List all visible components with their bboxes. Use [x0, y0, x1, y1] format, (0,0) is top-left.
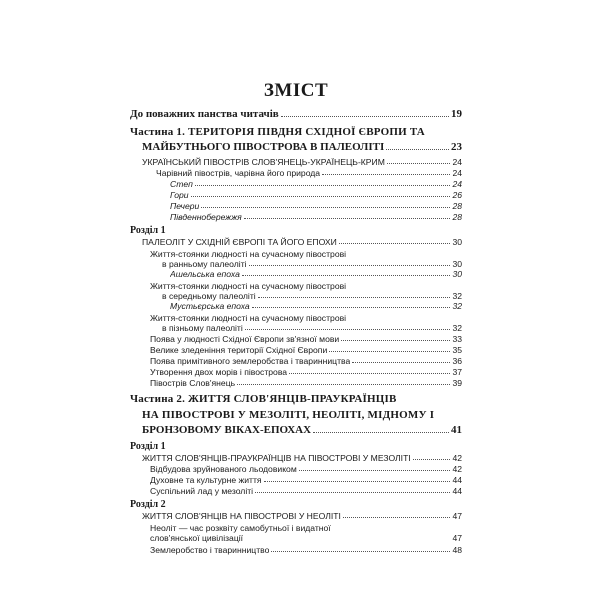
toc-entry[interactable]: Печери 28 [170, 201, 462, 211]
toc-entry[interactable]: Землеробство і тваринництво 48 [150, 545, 462, 555]
page-title: ЗМІСТ [263, 80, 329, 101]
section-heading: Розділ 2 [130, 499, 166, 510]
toc-entry[interactable]: в середньому палеоліті 32 [162, 291, 462, 301]
toc-entry[interactable]: Гори 26 [170, 190, 462, 200]
part2-title-line3[interactable]: БРОНЗОВОМУ ВІКАХ-ЕПОХАХ 41 [142, 424, 462, 436]
toc-entry[interactable]: в пізньому палеоліті 32 [162, 323, 462, 333]
toc-entry[interactable]: Чарівний півострів, чарівна його природа 24 [156, 168, 462, 178]
toc-entry[interactable]: Поява у людності Східної Європи зв'язної мови 33 [150, 334, 462, 344]
toc-entry[interactable]: Мустьєрська епоха 32 [170, 301, 462, 311]
toc-entry-line[interactable]: Неоліт — час розквіту самобутньої і видатної [150, 523, 331, 533]
toc-entry[interactable]: Утворення двох морів і півострова 37 [150, 367, 462, 377]
toc-entry[interactable]: Поява примітивного землеробства і тваринництва 36 [150, 356, 462, 366]
section-heading: Розділ 1 [130, 225, 166, 236]
toc-entry[interactable]: в ранньому палеоліті 30 [162, 259, 462, 269]
toc-entry[interactable]: Духовне та культурне життя 44 [150, 475, 462, 485]
part1-title-line1[interactable]: Частина 1. ТЕРИТОРІЯ ПІВДНЯ СХІДНОЇ ЄВРОПИ ТА [130, 126, 425, 138]
toc-entry[interactable]: Відбудова зруйнованого льодовиком 42 [150, 464, 462, 474]
toc-entry[interactable]: Півострів Слов'янець 39 [150, 378, 462, 388]
section-heading: Розділ 1 [130, 441, 166, 452]
toc-entry-intro[interactable]: До поважних панства читачів 19 [130, 108, 462, 120]
toc-entry[interactable]: слов'янської цивілізації 47 [150, 533, 462, 543]
toc-page [130, 0, 462, 600]
toc-entry[interactable]: УКРАЇНСЬКИЙ ПІВОСТРІВ СЛОВ'ЯНЕЦЬ-УКРАЇНЕЦЬ-КРИМ 24 [142, 157, 462, 167]
toc-entry[interactable]: ЖИТТЯ СЛОВ'ЯНЦІВ-ПРАУКРАЇНЦІВ НА ПІВОСТРОВІ У МЕЗОЛІТІ 42 [142, 453, 462, 463]
dot-leader [313, 432, 449, 433]
toc-entry[interactable]: ПАЛЕОЛІТ У СХІДНІЙ ЄВРОПІ ТА ЙОГО ЕПОХИ 30 [142, 237, 462, 247]
toc-entry[interactable]: Південнобережжя 28 [170, 212, 462, 222]
toc-entry-line[interactable]: Життя-стоянки людності на сучасному півострові [150, 313, 347, 323]
dot-leader [386, 149, 449, 150]
toc-entry[interactable]: Велике зледеніння території Східної Європи 35 [150, 345, 462, 355]
toc-entry-line[interactable]: Життя-стоянки людності на сучасному півострові [150, 249, 347, 259]
dot-leader [281, 116, 449, 117]
toc-entry[interactable]: Ашельська епоха 30 [170, 269, 462, 279]
toc-entry[interactable]: Степ 24 [170, 179, 462, 189]
part2-title-line2[interactable]: НА ПІВОСТРОВІ У МЕЗОЛІТІ, НЕОЛІТІ, МІДНОМУ І [142, 409, 435, 421]
toc-entry-line[interactable]: Життя-стоянки людності на сучасному півострові [150, 281, 347, 291]
toc-entry[interactable]: ЖИТТЯ СЛОВ'ЯНЦІВ НА ПІВОСТРОВІ У НЕОЛІТІ 47 [142, 511, 462, 521]
part1-title-line2[interactable]: МАЙБУТНЬОГО ПІВОСТРОВА В ПАЛЕОЛІТІ 23 [142, 141, 462, 153]
part2-title-line1[interactable]: Частина 2. ЖИТТЯ СЛОВ'ЯНЦІВ-ПРАУКРАЇНЦІВ [130, 393, 397, 405]
toc-entry[interactable]: Суспільний лад у мезоліті 44 [150, 486, 462, 496]
